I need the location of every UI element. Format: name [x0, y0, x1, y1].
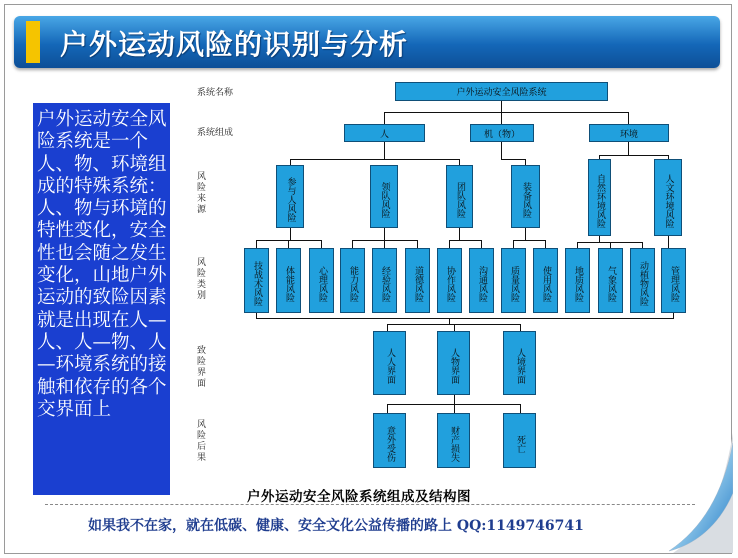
consequence-label: 死亡 [515, 434, 525, 453]
row-label-category: 风险类别 [197, 258, 207, 301]
connector [520, 404, 521, 413]
connector [449, 240, 482, 241]
category-label: 技战术风险 [252, 261, 262, 306]
source-label: 自然环境风险 [595, 173, 605, 228]
connector [352, 240, 418, 241]
connector [256, 318, 674, 319]
connector [321, 240, 322, 248]
category-label: 质量风险 [509, 265, 519, 302]
interface-label: 人境界面 [515, 348, 525, 384]
connector [384, 112, 629, 113]
category-label: 心理风险 [317, 265, 327, 302]
connector [459, 228, 460, 240]
title-accent [26, 21, 40, 63]
category-node [405, 248, 430, 313]
category-node [533, 248, 558, 313]
interface-node [437, 331, 470, 395]
category-node [501, 248, 526, 313]
connector [481, 240, 482, 248]
category-label: 协作风险 [445, 265, 455, 302]
connector [387, 404, 388, 413]
connector [545, 240, 546, 248]
row-label-name: 系统名称 [197, 88, 234, 98]
connector [256, 240, 257, 248]
connector [520, 324, 521, 331]
connector [288, 240, 289, 248]
connector [501, 159, 526, 160]
connector [599, 155, 669, 156]
category-node [244, 248, 269, 313]
connector [387, 324, 388, 331]
diagram-root-node [395, 82, 608, 101]
connector [673, 313, 674, 318]
title-bar [14, 16, 720, 68]
interface-label: 人物界面 [449, 348, 459, 384]
connector [628, 142, 629, 155]
connector [290, 228, 291, 240]
source-node [276, 165, 304, 228]
connector [454, 404, 455, 413]
interface-label: 人人界面 [385, 348, 395, 384]
connector [352, 240, 353, 248]
source-node [446, 165, 473, 228]
category-label: 管理风险 [669, 265, 679, 302]
category-node [630, 248, 655, 313]
connector [513, 240, 514, 248]
interface-node [373, 331, 406, 395]
category-label: 道德风险 [413, 265, 423, 302]
connector [384, 240, 385, 248]
consequence-label: 财产损失 [449, 425, 459, 462]
connector [417, 240, 418, 248]
category-label: 地质风险 [573, 265, 583, 302]
category-node [372, 248, 397, 313]
consequence-node [373, 413, 406, 468]
connector [454, 395, 455, 404]
connector [290, 159, 460, 160]
category-node [661, 248, 686, 313]
category-node [469, 248, 494, 313]
category-node [437, 248, 462, 313]
connector [384, 142, 385, 159]
source-node [588, 159, 611, 236]
page-curl-icon [663, 433, 733, 553]
connector [256, 240, 322, 241]
component-label: 机（物） [483, 129, 520, 140]
category-node [565, 248, 590, 313]
connector [454, 324, 455, 331]
source-label: 领队风险 [379, 181, 390, 218]
side-panel-text: 户外运动安全风险系统是一个人、物、环境组成的特殊系统：人、物与环境的特性变化，安全性也会随之发生变化，山地户外运动的致险因素就是出现在人—人、人—物、人—环境系统的接触和依存的各个交界面上 [37, 109, 167, 420]
category-label: 使用风险 [541, 265, 551, 302]
category-node [340, 248, 365, 313]
slide-title: 户外运动风险的识别与分析 [60, 28, 409, 61]
component-label: 人 [379, 129, 389, 140]
category-label: 经验风险 [380, 265, 390, 302]
source-label: 装备风险 [521, 181, 531, 218]
connector [513, 240, 546, 241]
row-label-consequence: 风险后果 [197, 420, 207, 463]
diagram-root-label: 户外运动安全风险系统 [456, 88, 547, 98]
category-node [276, 248, 301, 313]
source-node [511, 165, 540, 228]
connector [628, 112, 629, 124]
component-node [344, 124, 425, 142]
component-node [589, 124, 669, 142]
source-label: 团队风险 [455, 181, 465, 218]
row-label-source: 风险来源 [197, 172, 207, 215]
consequence-node [503, 413, 536, 468]
category-node [598, 248, 623, 313]
interface-node [503, 331, 536, 395]
footer-divider [45, 504, 695, 505]
row-label-interface: 致险界面 [197, 346, 207, 389]
category-label: 体能风险 [284, 265, 294, 302]
connector [525, 228, 526, 240]
diagram-caption: 户外运动安全风险系统组成及结构图 [247, 489, 471, 505]
connector [501, 142, 502, 159]
component-node [470, 124, 534, 142]
component-label: 环境 [619, 129, 638, 140]
source-node [654, 159, 682, 236]
category-label: 动植物风险 [638, 261, 648, 306]
connector [501, 101, 502, 112]
row-label-composition: 系统组成 [197, 128, 234, 138]
connector [668, 236, 669, 248]
source-label: 人文环境风险 [663, 173, 674, 228]
connector [449, 240, 450, 248]
connector [384, 112, 385, 124]
connector [501, 112, 502, 124]
category-label: 气象风险 [606, 265, 616, 302]
source-label: 参与人风险 [285, 177, 296, 222]
category-node [309, 248, 334, 313]
footer-text: 如果我不在家，就在低碳、健康、安全文化公益传播的路上 QQ:1149746741 [88, 518, 584, 534]
source-node [370, 165, 398, 228]
category-label: 能力风险 [348, 265, 358, 302]
category-label: 沟通风险 [477, 265, 487, 302]
consequence-node [437, 413, 470, 468]
consequence-label: 意外受伤 [385, 425, 395, 462]
connector [384, 228, 385, 240]
